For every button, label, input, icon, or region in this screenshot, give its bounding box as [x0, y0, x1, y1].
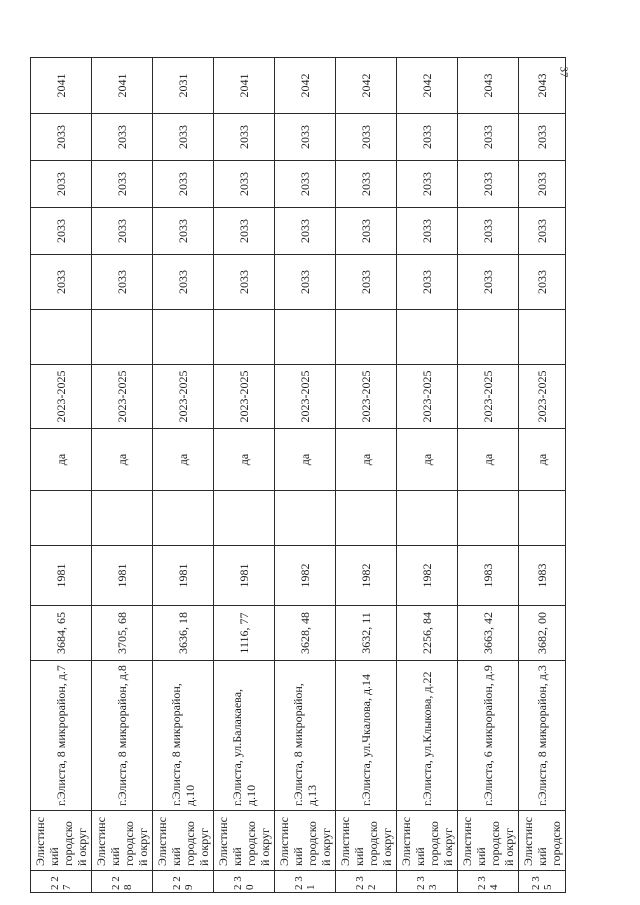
year-cell-4: 2033 — [275, 114, 336, 161]
area-cell: 2256, 84 — [397, 606, 458, 661]
year-cell-4: 2033 — [214, 114, 275, 161]
district-cell: Элистинс кий городско й округ — [397, 811, 458, 871]
address-cell: г.Элиста, ул.Балакаева, д.10 — [214, 661, 275, 811]
district-cell: Элистинс кий городско — [519, 811, 566, 871]
year-cell-3: 2033 — [92, 161, 153, 208]
empty-cell — [31, 310, 92, 365]
period-cell: 2023-2025 — [458, 365, 519, 429]
row-number: 2 2 7 — [31, 871, 92, 893]
empty-cell — [458, 491, 519, 546]
year-cell-1: 2033 — [31, 255, 92, 310]
flag-cell: да — [275, 429, 336, 491]
empty-cell — [214, 491, 275, 546]
year-cell-5: 2042 — [397, 58, 458, 114]
flag-cell: да — [397, 429, 458, 491]
empty-cell — [214, 310, 275, 365]
flag-cell: да — [153, 429, 214, 491]
table-row — [336, 58, 397, 893]
row-number: 2 3 1 — [275, 871, 336, 893]
year-cell-2: 2033 — [336, 208, 397, 255]
table-row — [153, 58, 214, 893]
area-cell: 3663, 42 — [458, 606, 519, 661]
empty-cell — [153, 310, 214, 365]
address-cell: г.Элиста, 6 микрорайон, д.9 — [458, 661, 519, 811]
district-cell: Элистинс кий городско й округ — [31, 811, 92, 871]
row-number: 2 3 5 — [519, 871, 566, 893]
year-cell-1: 2033 — [92, 255, 153, 310]
period-cell: 2023-2025 — [336, 365, 397, 429]
year-cell-5: 2043 — [458, 58, 519, 114]
empty-cell — [275, 310, 336, 365]
address-cell: г.Элиста, ул.Клыкова, д.22 — [397, 661, 458, 811]
district-cell: Элистинс кий городско й округ — [275, 811, 336, 871]
district-cell: Элистинс кий городско й округ — [214, 811, 275, 871]
year-cell-2: 2033 — [519, 208, 566, 255]
flag-cell: да — [214, 429, 275, 491]
area-cell: 3636, 18 — [153, 606, 214, 661]
year-built-cell: 1982 — [275, 546, 336, 606]
address-cell: г.Элиста, 8 микрорайон, д.13 — [275, 661, 336, 811]
row-number: 2 2 9 — [153, 871, 214, 893]
year-cell-4: 2033 — [31, 114, 92, 161]
table-row — [92, 58, 153, 893]
year-cell-5: 2043 — [519, 58, 566, 114]
year-cell-5: 2041 — [92, 58, 153, 114]
empty-cell — [275, 491, 336, 546]
year-cell-5: 2042 — [336, 58, 397, 114]
table-row — [31, 58, 92, 893]
district-cell: Элистинс кий городско й округ — [336, 811, 397, 871]
empty-cell — [336, 310, 397, 365]
area-cell: 1116, 77 — [214, 606, 275, 661]
area-cell: 3705, 68 — [92, 606, 153, 661]
year-cell-2: 2033 — [92, 208, 153, 255]
empty-cell — [153, 491, 214, 546]
year-cell-3: 2033 — [458, 161, 519, 208]
area-cell: 3684, 65 — [31, 606, 92, 661]
year-cell-1: 2033 — [519, 255, 566, 310]
year-cell-2: 2033 — [214, 208, 275, 255]
year-built-cell: 1981 — [214, 546, 275, 606]
area-cell: 3628, 48 — [275, 606, 336, 661]
empty-cell — [397, 310, 458, 365]
year-cell-4: 2033 — [519, 114, 566, 161]
flag-cell: да — [336, 429, 397, 491]
table-row — [397, 58, 458, 893]
table-row — [275, 58, 336, 893]
period-cell: 2023-2025 — [275, 365, 336, 429]
empty-cell — [458, 310, 519, 365]
year-cell-4: 2033 — [92, 114, 153, 161]
empty-cell — [31, 491, 92, 546]
empty-cell — [336, 491, 397, 546]
year-built-cell: 1981 — [92, 546, 153, 606]
row-number: 2 3 4 — [458, 871, 519, 893]
year-cell-2: 2033 — [397, 208, 458, 255]
empty-cell — [397, 491, 458, 546]
year-built-cell: 1981 — [31, 546, 92, 606]
year-cell-3: 2033 — [31, 161, 92, 208]
year-cell-5: 2041 — [31, 58, 92, 114]
table-row — [519, 58, 566, 893]
year-cell-5: 2041 — [214, 58, 275, 114]
period-cell: 2023-2025 — [153, 365, 214, 429]
area-cell: 3682, 00 — [519, 606, 566, 661]
row-number: 2 2 8 — [92, 871, 153, 893]
year-cell-4: 2033 — [458, 114, 519, 161]
address-cell: г.Элиста, 8 микрорайон, д.10 — [153, 661, 214, 811]
table-row — [458, 58, 519, 893]
period-cell: 2023-2025 — [397, 365, 458, 429]
area-cell: 3632, 11 — [336, 606, 397, 661]
year-cell-1: 2033 — [153, 255, 214, 310]
row-number: 2 3 0 — [214, 871, 275, 893]
flag-cell: да — [458, 429, 519, 491]
year-cell-4: 2033 — [397, 114, 458, 161]
period-cell: 2023-2025 — [519, 365, 566, 429]
address-cell: г.Элиста, ул.Чкалова, д.14 — [336, 661, 397, 811]
period-cell: 2023-2025 — [214, 365, 275, 429]
year-cell-3: 2033 — [519, 161, 566, 208]
row-number: 2 3 2 — [336, 871, 397, 893]
empty-cell — [519, 310, 566, 365]
year-cell-2: 2033 — [153, 208, 214, 255]
table-body — [31, 58, 566, 893]
year-cell-1: 2033 — [458, 255, 519, 310]
empty-cell — [519, 491, 566, 546]
year-built-cell: 1982 — [336, 546, 397, 606]
year-built-cell: 1983 — [458, 546, 519, 606]
year-cell-4: 2033 — [336, 114, 397, 161]
district-cell: Элистинс кий городско й округ — [153, 811, 214, 871]
table-row — [214, 58, 275, 893]
year-cell-3: 2033 — [275, 161, 336, 208]
district-cell: Элистинс кий городско й округ — [92, 811, 153, 871]
year-cell-2: 2033 — [275, 208, 336, 255]
year-cell-1: 2033 — [214, 255, 275, 310]
housing-table — [30, 57, 566, 893]
year-cell-1: 2033 — [397, 255, 458, 310]
year-cell-3: 2033 — [397, 161, 458, 208]
period-cell: 2023-2025 — [31, 365, 92, 429]
year-cell-3: 2033 — [336, 161, 397, 208]
empty-cell — [92, 310, 153, 365]
page-number: 37 — [557, 66, 570, 78]
year-cell-2: 2033 — [31, 208, 92, 255]
flag-cell: да — [92, 429, 153, 491]
address-cell: г.Элиста, 8 микрорайон, д.3 — [519, 661, 566, 811]
year-cell-2: 2033 — [458, 208, 519, 255]
row-number: 2 3 3 — [397, 871, 458, 893]
district-cell: Элистинс кий городско й округ — [458, 811, 519, 871]
year-built-cell: 1983 — [519, 546, 566, 606]
year-built-cell: 1982 — [397, 546, 458, 606]
year-built-cell: 1981 — [153, 546, 214, 606]
period-cell: 2023-2025 — [92, 365, 153, 429]
year-cell-1: 2033 — [275, 255, 336, 310]
address-cell: г.Элиста, 8 микрорайон, д.8 — [92, 661, 153, 811]
flag-cell: да — [519, 429, 566, 491]
housing-table-rotated — [30, 63, 563, 893]
year-cell-4: 2033 — [153, 114, 214, 161]
flag-cell: да — [31, 429, 92, 491]
year-cell-1: 2033 — [336, 255, 397, 310]
year-cell-3: 2033 — [214, 161, 275, 208]
year-cell-5: 2042 — [275, 58, 336, 114]
address-cell: г.Элиста, 8 микрорайон, д.7 — [31, 661, 92, 811]
empty-cell — [92, 491, 153, 546]
year-cell-3: 2033 — [153, 161, 214, 208]
year-cell-5: 2031 — [153, 58, 214, 114]
